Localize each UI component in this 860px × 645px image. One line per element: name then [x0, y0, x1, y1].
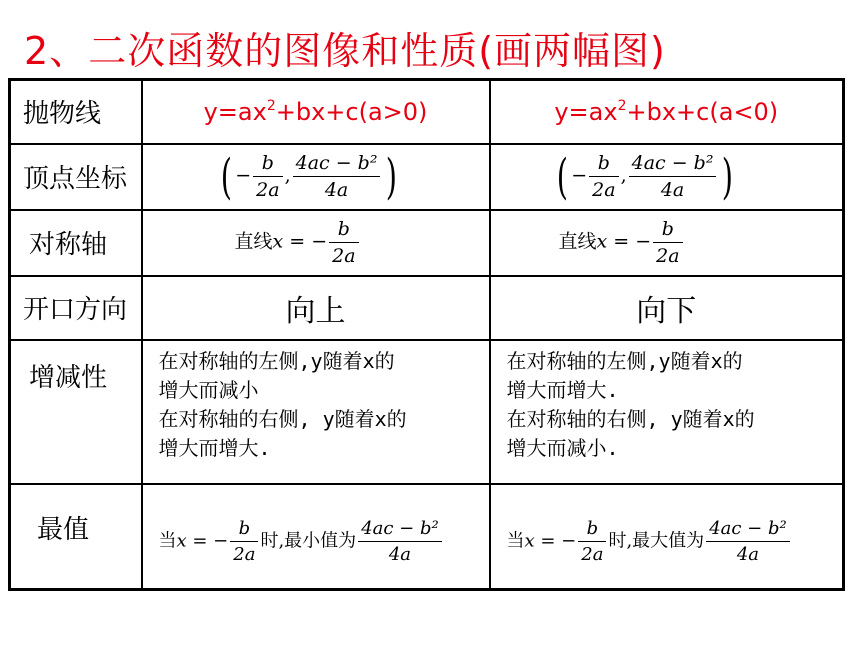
vertex-formula-left	[142, 144, 490, 210]
table-row	[10, 340, 844, 484]
row-label-opening: 开口方向	[10, 276, 142, 340]
fraction-denominator: 4a	[736, 543, 760, 565]
fraction-b-2a	[653, 218, 682, 267]
row-label-monotonic: 增减性	[10, 340, 142, 484]
fraction-denominator: 2a	[581, 543, 604, 565]
fraction-denominator: 4a	[388, 543, 412, 565]
fraction-numerator: 4ac − b²	[629, 152, 717, 177]
opening-left: 向上	[142, 276, 490, 340]
fraction-numerator: b	[589, 152, 618, 177]
comma: ,	[620, 164, 627, 187]
text-line: 在对称轴的右侧, y随着x的	[506, 406, 755, 431]
title-text: 二次函数的图像和性质(画两幅图)	[88, 29, 666, 73]
extreme-min-label: 时,最小值为	[260, 530, 357, 552]
fraction-4ac-b2-4a	[293, 152, 381, 201]
formula-right-post: +bx+c(a<0)	[626, 97, 779, 126]
fraction-denominator: 4a	[660, 179, 685, 201]
vertex-formula-right	[490, 144, 844, 210]
formula-left-pre: y=ax	[203, 97, 267, 126]
axis-prefix: 直线	[234, 230, 273, 253]
table-row	[10, 144, 844, 210]
axis-x-eq: x = −	[596, 230, 652, 253]
paren-open: (	[556, 148, 568, 205]
title-number: 2、	[24, 29, 89, 73]
row-label-axis: 对称轴	[10, 210, 142, 276]
formula-left-exp: 2	[266, 97, 276, 114]
fraction-4ac-b2-4a	[706, 518, 790, 565]
text-line: 增大而增大.	[158, 435, 271, 460]
table-row	[10, 80, 844, 144]
text-line: 增大而减小.	[506, 435, 619, 460]
fraction-numerator: b	[253, 152, 282, 177]
extreme-max-label: 时,最大值为	[608, 530, 705, 552]
fraction-denominator: 2a	[256, 179, 280, 201]
fraction-b-2a	[329, 218, 358, 267]
monotonic-left	[142, 340, 490, 484]
fraction-b-2a	[589, 152, 618, 201]
fraction-numerator: b	[230, 518, 258, 542]
monotonic-right	[490, 340, 844, 484]
fraction-numerator: 4ac − b²	[293, 152, 381, 177]
extreme-right	[490, 484, 844, 590]
paren-open: (	[220, 148, 232, 205]
fraction-numerator: 4ac − b²	[358, 518, 442, 542]
extreme-left	[142, 484, 490, 590]
fraction-denominator: 2a	[233, 543, 256, 565]
fraction-4ac-b2-4a	[629, 152, 717, 201]
axis-formula-right	[490, 210, 844, 276]
row-label-extreme: 最值	[10, 484, 142, 590]
fraction-numerator: b	[578, 518, 606, 542]
axis-prefix: 直线	[558, 230, 597, 253]
fraction-b-2a	[230, 518, 258, 565]
fraction-denominator: 2a	[332, 245, 356, 267]
fraction-numerator: b	[329, 218, 358, 243]
row-label-vertex: 顶点坐标	[10, 144, 142, 210]
extreme-when: 当	[506, 530, 525, 552]
axis-x-eq: x = −	[272, 230, 328, 253]
extreme-when: 当	[158, 530, 177, 552]
properties-table	[8, 78, 845, 591]
slide-title	[24, 20, 666, 75]
fraction-4ac-b2-4a	[358, 518, 442, 565]
minus-sign: −	[235, 164, 252, 187]
header-formula-a-negative	[490, 80, 844, 144]
paren-close: )	[722, 148, 734, 205]
header-formula-a-positive	[142, 80, 490, 144]
paren-close: )	[386, 148, 398, 205]
text-line: 在对称轴的左侧,y随着x的	[506, 348, 743, 373]
formula-left-post: +bx+c(a>0)	[275, 97, 428, 126]
fraction-denominator: 2a	[592, 179, 616, 201]
text-line: 在对称轴的右侧, y随着x的	[158, 406, 407, 431]
comma: ,	[284, 164, 291, 187]
opening-right: 向下	[490, 276, 844, 340]
extreme-x-eq: x = −	[524, 530, 577, 552]
formula-right-exp: 2	[617, 97, 627, 114]
minus-sign: −	[571, 164, 588, 187]
text-line: 在对称轴的左侧,y随着x的	[158, 348, 395, 373]
row-label-parabola: 抛物线	[10, 80, 142, 144]
fraction-numerator: b	[653, 218, 682, 243]
text-line: 增大而增大.	[506, 377, 619, 402]
fraction-denominator: 2a	[656, 245, 680, 267]
axis-formula-left	[142, 210, 490, 276]
fraction-b-2a	[578, 518, 606, 565]
table-row	[10, 276, 844, 340]
formula-right-pre: y=ax	[554, 97, 618, 126]
fraction-numerator: 4ac − b²	[706, 518, 790, 542]
table-row	[10, 484, 844, 590]
table-row	[10, 210, 844, 276]
fraction-b-2a	[253, 152, 282, 201]
fraction-denominator: 4a	[324, 179, 349, 201]
text-line: 增大而减小	[158, 377, 259, 402]
extreme-x-eq: x = −	[176, 530, 229, 552]
